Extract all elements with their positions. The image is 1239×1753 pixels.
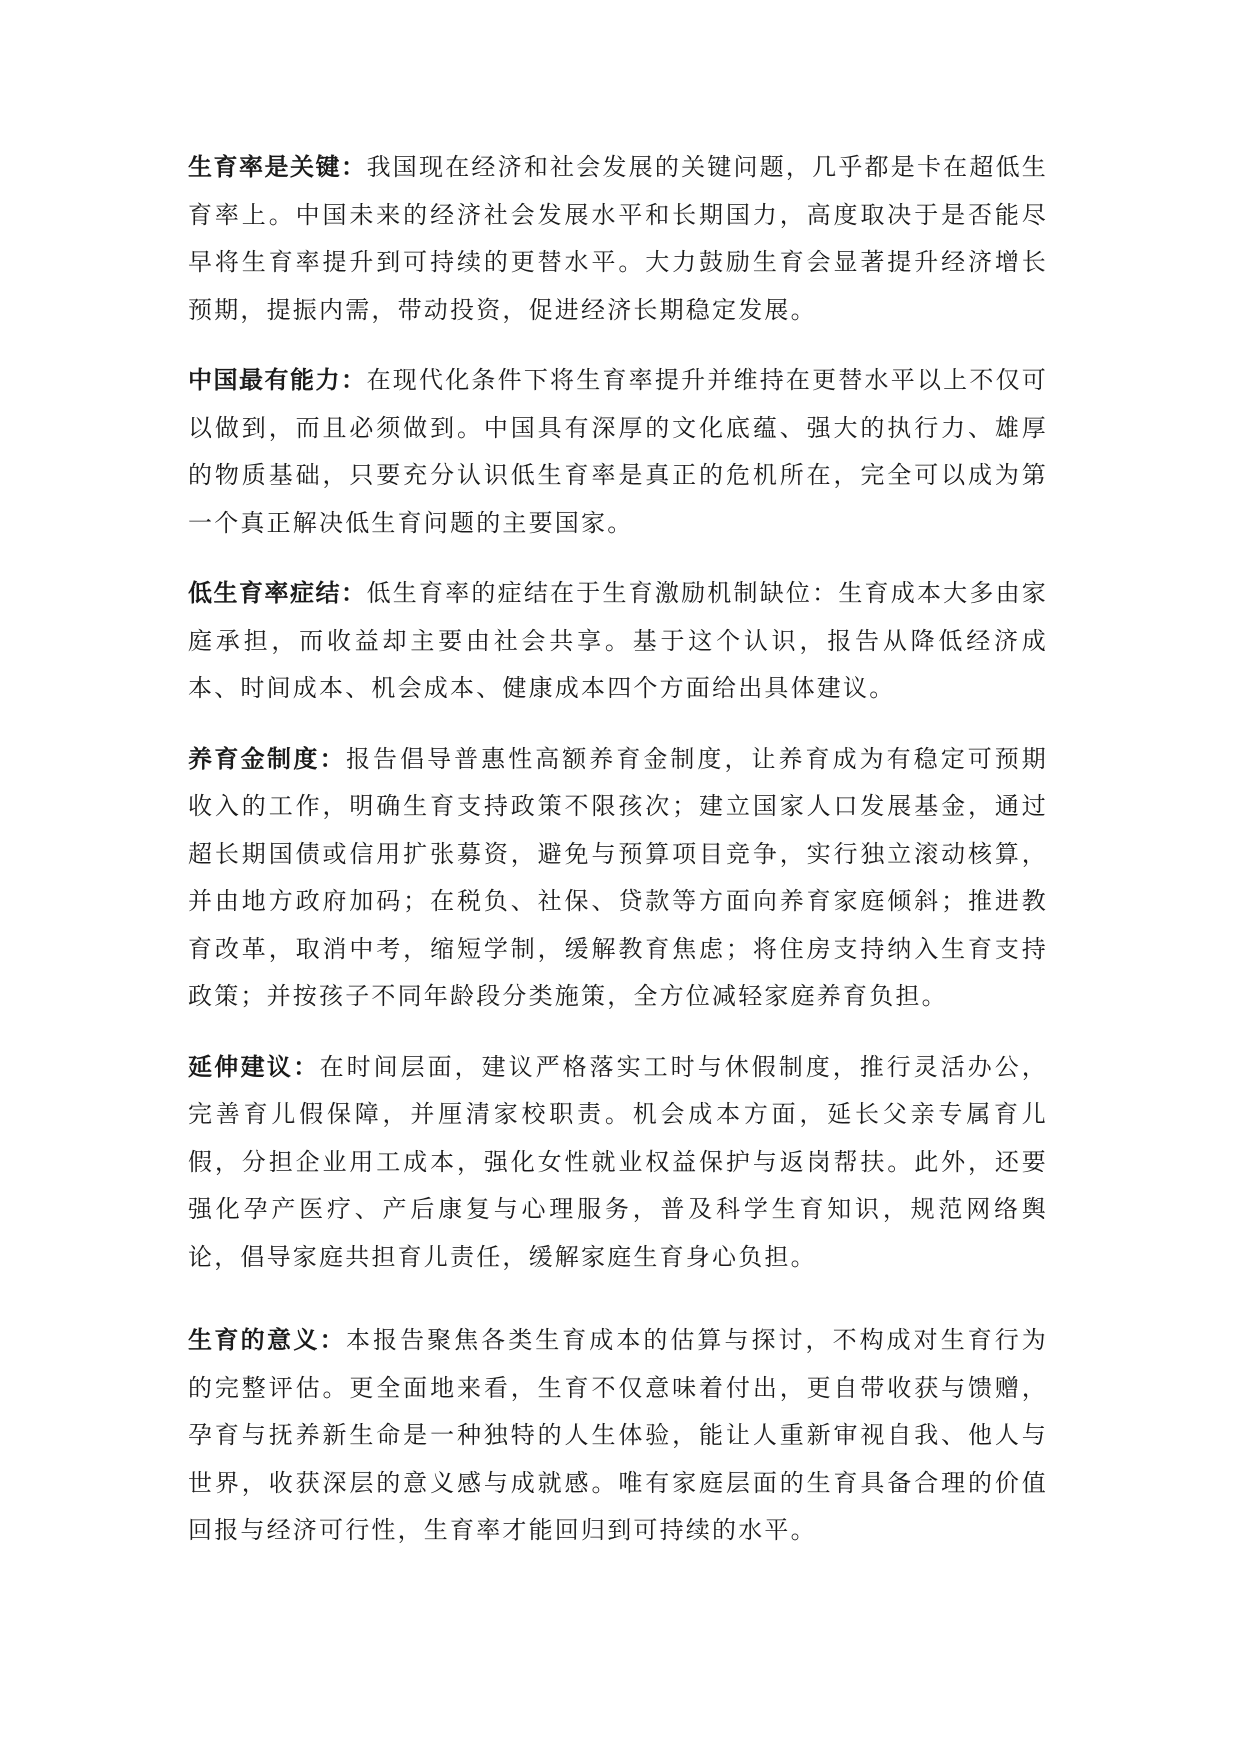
paragraph-heading: 延伸建议：	[188, 1052, 320, 1081]
document-page	[188, 144, 1048, 1555]
paragraph-childcare-allowance	[188, 736, 1048, 1021]
paragraph-heading: 生育率是关键：	[188, 153, 367, 181]
paragraph-body: 低生育率的症结在于生育激励机制缺位：生育成本大多由家庭承担，而收益却主要由社会共享。基于这个认识，报告从降低经济成本、时间成本、机会成本、健康成本四个方面给出具体建议。	[188, 579, 1049, 702]
paragraph-meaning-of-birth	[188, 1317, 1048, 1555]
paragraph-low-fertility-crux	[188, 570, 1048, 713]
paragraph-body: 在时间层面，建议严格落实工时与休假制度，推行灵活办公，完善育儿假保障，并厘清家校职责。机会成本方面，延长父亲专属育儿假，分担企业用工成本，强化女性就业权益保护与返岗帮扶。此外，还要强化孕产医疗、产后康复与心理服务，普及科学生育知识，规范网络舆论，倡导家庭共担育儿责任，缓解家庭生育身心负担。	[188, 1052, 1049, 1271]
paragraph-china-capability	[188, 357, 1048, 547]
paragraph-heading: 低生育率症结：	[188, 579, 367, 607]
paragraph-heading: 生育的意义：	[188, 1326, 346, 1354]
paragraph-extended-suggestions	[188, 1044, 1048, 1282]
paragraph-body: 我国现在经济和社会发展的关键问题，几乎都是卡在超低生育率上。中国未来的经济社会发展水平和长期国力，高度取决于是否能尽早将生育率提升到可持续的更替水平。大力鼓励生育会显著提升经济增长预期，提振内需，带动投资，促进经济长期稳定发展。	[188, 153, 1049, 324]
paragraph-body: 报告倡导普惠性高额养育金制度，让养育成为有稳定可预期收入的工作，明确生育支持政策不限孩次；建立国家人口发展基金，通过超长期国债或信用扩张募资，避免与预算项目竞争，实行独立滚动核算，并由地方政府加码；在税负、社保、贷款等方面向养育家庭倾斜；推进教育改革，取消中考，缩短学制，缓解教育焦虑；将住房支持纳入生育支持政策；并按孩子不同年龄段分类施策，全方位减轻家庭养育负担。	[188, 744, 1049, 1010]
paragraph-fertility-key	[188, 144, 1048, 334]
paragraph-heading: 中国最有能力：	[188, 366, 367, 394]
paragraph-body: 在现代化条件下将生育率提升并维持在更替水平以上不仅可以做到，而且必须做到。中国具有深厚的文化底蕴、强大的执行力、雄厚的物质基础，只要充分认识低生育率是真正的危机所在，完全可以成为第一个真正解决低生育问题的主要国家。	[188, 366, 1049, 537]
paragraph-heading: 养育金制度：	[188, 744, 346, 773]
paragraph-body: 本报告聚焦各类生育成本的估算与探讨，不构成对生育行为的完整评估。更全面地来看，生育不仅意味着付出，更自带收获与馈赠，孕育与抚养新生命是一种独特的人生体验，能让人重新审视自我、他人与世界，收获深层的意义感与成就感。唯有家庭层面的生育具备合理的价值回报与经济可行性，生育率才能回归到可持续的水平。	[188, 1326, 1049, 1544]
